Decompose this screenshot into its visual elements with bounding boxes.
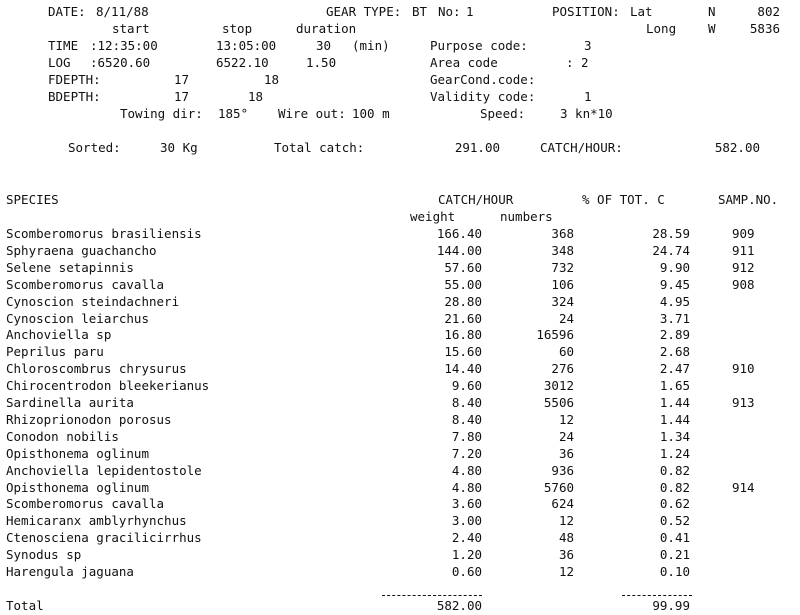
percent-of-total: 2.47 [659,361,690,377]
percent-of-total: 9.45 [659,276,690,292]
total-percent-rule [622,595,692,596]
species-name: Opisthonema oglinum [6,479,149,495]
percent-of-total: 0.82 [659,462,690,478]
catch-weight: 144.00 [436,242,482,258]
percent-of-total: 1.24 [659,445,690,461]
date-label: DATE: [48,4,86,19]
percent-of-total: 28.59 [652,226,690,241]
sample-number: 909 [732,226,755,241]
towing-dir-label: Towing dir: [120,106,203,121]
percent-of-total: 0.82 [659,479,690,495]
catch-weight: 3.60 [451,496,482,512]
total-label: Total [6,598,44,613]
log-label: LOG [48,55,71,70]
speed-label: Speed: [480,106,526,121]
species-name: Scomberomorus cavalla [6,276,165,292]
lat-label: Lat [630,4,653,19]
wire-out-label: Wire out: [278,106,346,121]
sorted-label: Sorted: [68,140,121,155]
species-name: Synodus sp [6,547,82,563]
catch-numbers: 24 [558,310,574,326]
total-weight-rule [382,595,482,596]
catch-weight: 8.40 [451,395,482,410]
sample-number: 911 [732,242,755,258]
date-value: 8/11/88 [96,4,149,19]
catch-numbers: 368 [551,226,574,241]
catch-weight: 28.80 [444,293,482,309]
catch-numbers: 936 [551,462,574,478]
species-column-header: SPECIES [6,192,59,207]
catch-numbers: 624 [551,496,574,512]
catch-numbers: 348 [551,242,574,258]
catch-weight: 7.80 [451,428,482,444]
time-unit: (min) [352,38,390,53]
catch-numbers: 324 [551,293,574,309]
percent-of-total: 2.68 [659,344,690,360]
catch-numbers: 60 [558,344,574,360]
col-start-label: start [112,21,150,36]
sample-number: 913 [732,395,755,410]
species-name: Chirocentrodon bleekerianus [6,378,210,394]
catch-weight: 1.20 [451,547,482,563]
log-stop: 6522.10 [216,55,269,70]
species-name: Hemicaranx amblyrhynchus [6,513,187,529]
species-name: Rhizoprionodon porosus [6,411,172,427]
bdepth-label: BDEPTH: [48,89,101,104]
catch-weight: 4.80 [451,479,482,495]
catch-numbers: 5760 [543,479,574,495]
fdepth-stop: 18 [264,72,280,87]
sorted-value: 30 Kg [160,140,198,155]
species-name: Ctenosciena gracilicirrhus [6,530,202,546]
speed-value: 3 kn*10 [560,106,613,121]
catch-numbers: 5506 [543,395,574,410]
time-start: :12:35:00 [90,38,158,53]
catch-numbers: 106 [551,276,574,292]
long-label: Long [646,21,677,36]
percent-of-total: 9.90 [659,259,690,275]
catch-weight: 16.80 [444,327,482,343]
col-duration-label: duration [296,21,357,36]
no-label: No: [438,4,461,19]
catch-numbers: 24 [558,428,574,444]
lat-hemisphere: N [708,4,716,19]
percent-of-total: 0.21 [659,547,690,563]
no-value: 1 [466,4,474,19]
area-code-label: Area code [430,55,498,70]
species-name: Sphyraena guachancho [6,242,157,258]
species-name: Conodon nobilis [6,428,119,444]
catch-weight: 21.60 [444,310,482,326]
long-hemisphere: W [708,21,716,36]
catch-weight: 7.20 [451,445,482,461]
catch-weight: 4.80 [451,462,482,478]
total-catch-label: Total catch: [274,140,365,155]
time-label: TIME [48,38,79,53]
catch-numbers: 36 [558,547,574,563]
gearcond-code-label: GearCond.code: [430,72,536,87]
log-duration: 1.50 [306,55,337,70]
fdepth-label: FDEPTH: [48,72,101,87]
catch-hour-label: CATCH/HOUR: [540,140,623,155]
catch-weight: 57.60 [444,259,482,275]
total-percent: 99.99 [652,598,690,613]
catch-weight: 9.60 [451,378,482,394]
catch-weight: 3.00 [451,513,482,529]
validity-code-label: Validity code: [430,89,536,104]
log-start: :6520.60 [90,55,151,70]
total-weight: 582.00 [436,598,482,613]
sample-number: 912 [732,259,755,275]
catch-numbers: 36 [558,445,574,461]
percent-of-total: 0.10 [659,564,690,579]
catch-hour-value: 582.00 [714,140,760,155]
percent-of-total: 1.44 [659,411,690,427]
species-name: Harengula jaguana [6,564,134,579]
percent-of-total: 2.89 [659,327,690,343]
catch-weight: 8.40 [451,411,482,427]
bdepth-stop: 18 [248,89,264,104]
gear-type-label: GEAR TYPE: [326,4,402,19]
sample-number: 914 [732,479,755,495]
wire-out-value: 100 m [352,106,390,121]
sample-number-column-header: SAMP.NO. [718,192,779,207]
percent-of-total: 1.34 [659,428,690,444]
position-label: POSITION: [552,4,620,19]
lat-value: 802 [757,4,780,19]
catch-weight: 2.40 [451,530,482,546]
sample-number: 908 [732,276,755,292]
catch-numbers: 48 [558,530,574,546]
catch-weight: 0.60 [451,564,482,579]
total-catch-value: 291.00 [454,140,500,155]
numbers-column-header: numbers [500,209,553,224]
catch-numbers: 12 [558,513,574,529]
percent-of-total: 1.65 [659,378,690,394]
catch-weight: 15.60 [444,344,482,360]
purpose-code-value: 3 [584,38,592,53]
long-value: 5836 [749,21,780,36]
catch-numbers: 12 [558,411,574,427]
species-name: Opisthonema oglinum [6,445,149,461]
percent-of-total: 24.74 [652,242,690,258]
fdepth-start: 17 [174,72,190,87]
catch-hour-column-header: CATCH/HOUR [438,192,514,207]
percent-of-total: 4.95 [659,293,690,309]
time-stop: 13:05:00 [216,38,277,53]
time-duration: 30 [316,38,332,53]
species-name: Cynoscion leiarchus [6,310,149,326]
species-name: Scomberomorus brasiliensis [6,226,202,241]
percent-of-total: 1.44 [659,395,690,410]
percent-of-total: 0.52 [659,513,690,529]
sample-number: 910 [732,361,755,377]
gear-type-value: BT [412,4,428,19]
bdepth-start: 17 [174,89,190,104]
weight-column-header: weight [410,209,456,224]
catch-numbers: 16596 [536,327,574,343]
species-name: Chloroscombrus chrysurus [6,361,187,377]
species-name: Anchoviella lepidentostole [6,462,202,478]
validity-code-value: 1 [584,89,592,104]
species-name: Selene setapinnis [6,259,134,275]
catch-weight: 55.00 [444,276,482,292]
catch-numbers: 732 [551,259,574,275]
species-name: Sardinella aurita [6,395,134,410]
percent-of-total: 0.41 [659,530,690,546]
purpose-code-label: Purpose code: [430,38,528,53]
percent-of-total: 3.71 [659,310,690,326]
catch-weight: 166.40 [436,226,482,241]
catch-numbers: 3012 [543,378,574,394]
species-name: Cynoscion steindachneri [6,293,180,309]
catch-numbers: 276 [551,361,574,377]
area-code-value: : 2 [566,55,589,70]
percent-total-column-header: % OF TOT. C [582,192,665,207]
species-name: Peprilus paru [6,344,104,360]
col-stop-label: stop [222,21,253,36]
catch-numbers: 12 [558,564,574,579]
percent-of-total: 0.62 [659,496,690,512]
species-name: Scomberomorus cavalla [6,496,165,512]
catch-weight: 14.40 [444,361,482,377]
towing-dir-value: 185° [218,106,249,121]
species-name: Anchoviella sp [6,327,112,343]
